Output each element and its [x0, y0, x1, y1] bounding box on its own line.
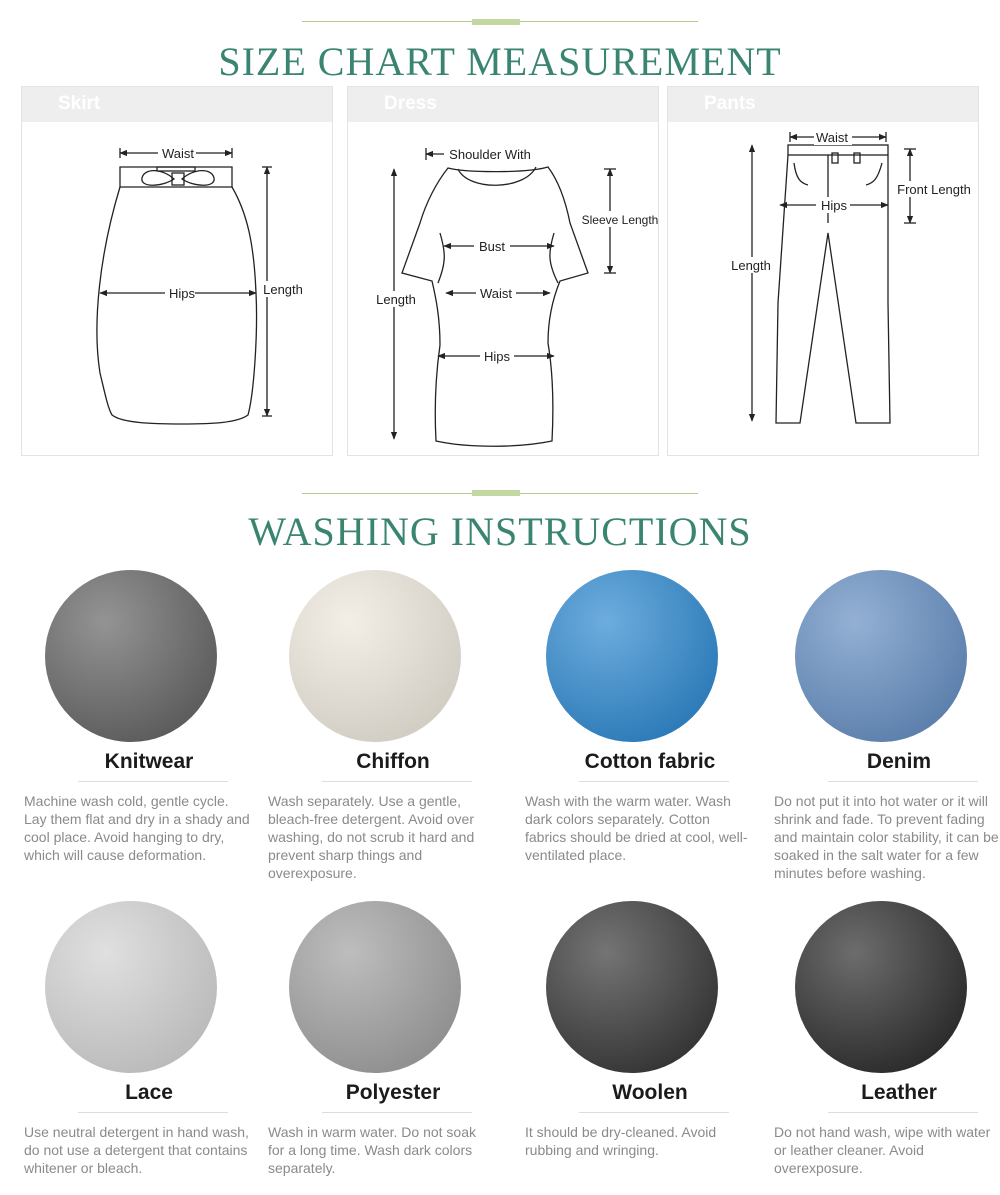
skirt-waist-tab — [157, 167, 195, 171]
pants-length-label: Length — [731, 258, 771, 273]
dress-length-label: Length — [376, 292, 416, 307]
fabric-name-underline — [322, 1112, 472, 1113]
fabric-swatch-leather — [795, 901, 967, 1073]
skirt-hips-label: Hips — [168, 286, 196, 301]
heading-accent-bar-top — [472, 19, 520, 25]
heading-accent-bar-bottom — [472, 490, 520, 496]
fabric-description: Wash separately. Use a gentle, bleach-free detergent. Avoid over washing, do not scrub it hard and prevent sharp things and overexposure. — [268, 793, 475, 881]
fabric-card-leather — [774, 901, 1000, 1176]
dress-bust-label: Bust — [478, 239, 506, 254]
fabric-name: Leather — [861, 1081, 937, 1104]
skirt-outline — [97, 187, 257, 424]
skirt-waistband — [120, 167, 232, 187]
pants-diagram — [668, 123, 978, 453]
fabric-description: Wash with the warm water. Wash dark colors separately. Cotton fabrics should be dried at cool, well-ventilated place. — [525, 793, 748, 863]
pants-front-length-label: Front Length — [897, 182, 971, 197]
skirt-bow-left — [142, 171, 174, 186]
skirt-waist-label: Waist — [161, 146, 195, 161]
fabric-name: Lace — [125, 1081, 173, 1104]
dress-title: Dress — [348, 87, 658, 122]
skirt-title: Skirt — [22, 87, 332, 122]
dress-shoulder-label: Shoulder With — [449, 147, 531, 162]
dress-outline — [402, 167, 588, 446]
fabric-description: Do not put it into hot water or it will shrink and fade. To prevent fading and maintain color stability, it can be soaked in the salt water for a few minutes before washing. — [774, 793, 999, 881]
fabric-card-woolen — [525, 901, 775, 1158]
fabric-name: Denim — [866, 750, 932, 773]
dress-panel — [347, 86, 659, 456]
skirt-diagram — [22, 123, 332, 453]
pants-panel — [667, 86, 979, 456]
fabric-swatch-woolen — [546, 901, 718, 1073]
dress-diagram — [348, 123, 658, 453]
fabric-card-cotton-fabric — [525, 570, 775, 863]
fabric-name: Polyester — [345, 1081, 441, 1104]
fabric-description: It should be dry-cleaned. Avoid rubbing and wringing. — [525, 1124, 717, 1158]
fabric-name: Woolen — [612, 1081, 688, 1104]
washing-heading: WASHING INSTRUCTIONS — [248, 509, 752, 554]
fabric-swatch-chiffon — [289, 570, 461, 742]
fabric-swatch-polyester — [289, 901, 461, 1073]
fabric-card-knitwear — [24, 570, 274, 863]
fabric-name: Cotton fabric — [584, 750, 716, 773]
dress-hips-label: Hips — [483, 349, 511, 364]
fabric-card-lace — [24, 901, 274, 1176]
pants-waist-label: Waist — [815, 130, 849, 145]
pants-hips-label: Hips — [820, 198, 848, 213]
fabric-card-polyester — [268, 901, 518, 1176]
fabric-swatch-lace — [45, 901, 217, 1073]
fabric-name-underline — [828, 781, 978, 782]
fabric-name-underline — [322, 781, 472, 782]
fabric-name-underline — [78, 1112, 228, 1113]
fabric-name: Knitwear — [104, 750, 194, 773]
fabric-name-underline — [579, 781, 729, 782]
skirt-length-label: Length — [263, 282, 303, 297]
fabric-description: Use neutral detergent in hand wash, do not use a detergent that contains whitener or bleach. — [24, 1124, 249, 1176]
fabric-card-chiffon — [268, 570, 518, 881]
pants-title: Pants — [668, 87, 978, 122]
dress-neckline — [458, 167, 536, 185]
fabric-card-denim — [774, 570, 1000, 881]
skirt-bow-right — [182, 171, 214, 186]
fabric-description: Wash in warm water. Do not soak for a long time. Wash dark colors separately. — [268, 1124, 477, 1176]
fabric-description: Machine wash cold, gentle cycle. Lay them flat and dry in a shady and cool place. Avoid hanging to dry, which will cause deformation. — [24, 793, 250, 863]
fabric-swatch-cotton-fabric — [546, 570, 718, 742]
fabric-swatch-knitwear — [45, 570, 217, 742]
dress-waist-label: Waist — [479, 286, 513, 301]
fabric-name-underline — [828, 1112, 978, 1113]
fabric-swatch-denim — [795, 570, 967, 742]
fabric-description: Do not hand wash, wipe with water or leather cleaner. Avoid overexposure. — [774, 1124, 991, 1176]
fabric-name-underline — [579, 1112, 729, 1113]
fabric-name-underline — [78, 781, 228, 782]
skirt-panel — [21, 86, 333, 456]
fabric-name: Chiffon — [356, 750, 430, 773]
pants-outline — [776, 155, 890, 423]
size-chart-heading: SIZE CHART MEASUREMENT — [218, 39, 782, 84]
dress-sleeve-label: Sleeve Length — [581, 213, 658, 227]
